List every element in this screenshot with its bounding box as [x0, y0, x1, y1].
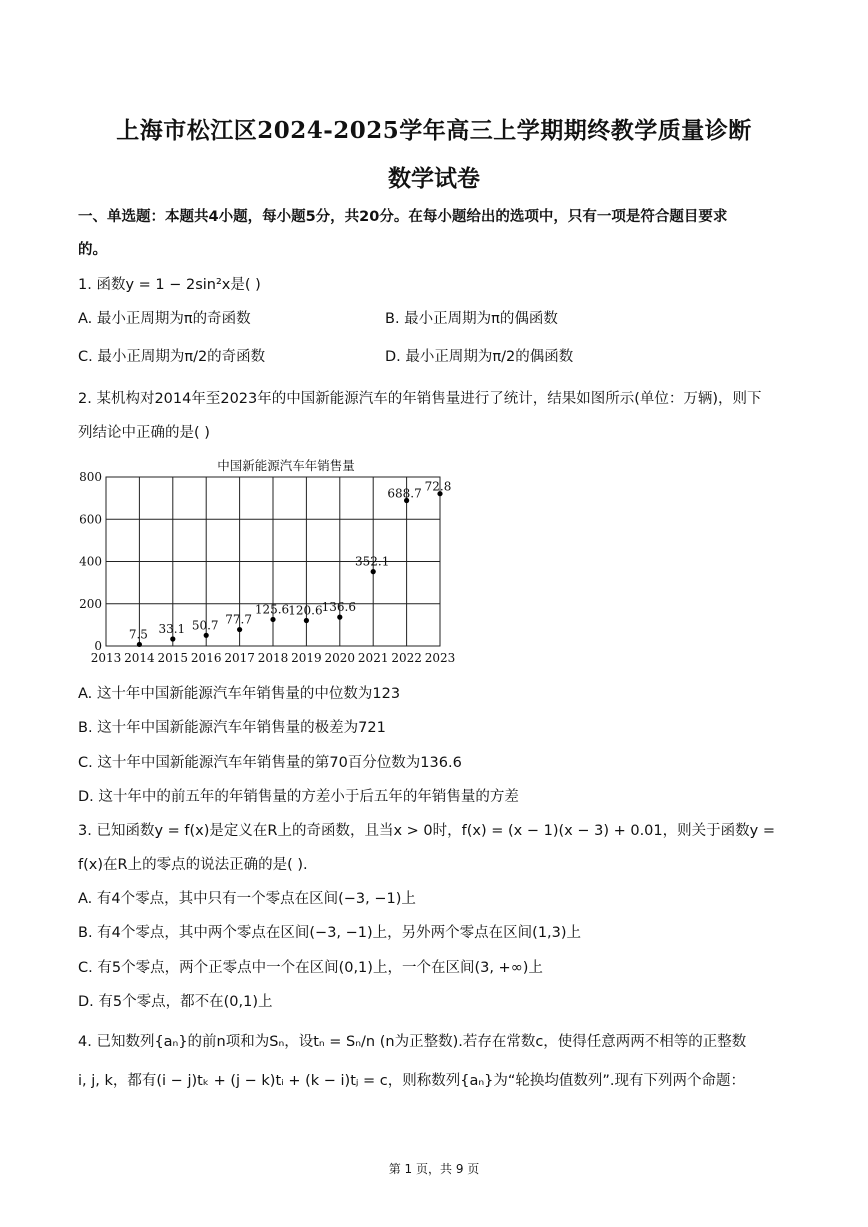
q2-option-a: A. 这十年中国新能源汽车年销售量的中位数为123: [78, 686, 401, 702]
page-subtitle: 数学试卷: [388, 165, 480, 192]
x-tick-label: 2016: [190, 651, 222, 665]
data-label: 125.6: [254, 602, 290, 617]
q4-stem-line2: i, j, k，都有(i − j)tₖ + (j − k)tᵢ + (k − i)tⱼ = c，则称数列{aₙ}为“轮换均值数列”.现有下列两个命题：: [78, 1073, 746, 1089]
data-label: 136.6: [321, 600, 356, 615]
y-tick-label: 800: [79, 470, 102, 484]
data-point: [371, 569, 376, 574]
data-label: 688.7: [387, 486, 422, 501]
q2-option-b: B. 这十年中国新能源汽车年销售量的极差为721: [78, 720, 386, 736]
q1-option-d: D. 最小正周期为π/2的偶函数: [385, 349, 574, 365]
data-label: 72.8: [424, 479, 452, 494]
q4-stem-line1: 4. 已知数列{aₙ}的前n项和为Sₙ，设tₙ = Sₙ/n (n为正整数).若存在常数c，使得任意两两不相等的正整数: [78, 1034, 747, 1050]
data-point: [237, 627, 242, 632]
x-tick-label: 2013: [90, 651, 122, 665]
x-tick-label: 2014: [124, 651, 155, 665]
q1-option-a: A. 最小正周期为π的奇函数: [78, 311, 251, 327]
data-point: [170, 636, 175, 641]
data-point: [337, 615, 342, 620]
data-label: 352.1: [355, 554, 390, 569]
q3-option-a: A. 有4个零点，其中只有一个零点在区间(−3, −1)上: [78, 891, 416, 907]
y-tick-label: 200: [79, 596, 102, 611]
q2-stem-line2: 列结论中正确的是( ): [78, 425, 210, 441]
data-label: 77.7: [225, 612, 252, 627]
x-tick-label: 2021: [357, 651, 389, 665]
q2-option-c: C. 这十年中国新能源汽车年销售量的第70百分位数为136.6: [78, 755, 462, 771]
q3-stem-line2: f(x)在R上的零点的说法正确的是( ).: [78, 857, 308, 873]
data-label: 7.5: [128, 627, 148, 642]
data-point: [270, 617, 275, 622]
q3-option-d: D. 有5个零点，都不在(0,1)上: [78, 994, 273, 1010]
y-tick-label: 400: [79, 554, 102, 569]
page-title: 上海市松江区2024-2025学年高三上学期期终教学质量诊断: [116, 117, 752, 144]
x-tick-label: 2015: [157, 651, 189, 665]
q3-stem-line1: 3. 已知函数y = f(x)是定义在R上的奇函数，且当x > 0时，f(x) = (x − 1)(x − 3) + 0.01，则关于函数y =: [78, 823, 775, 839]
data-point: [304, 618, 309, 623]
q1-stem: 1. 函数y = 1 − 2sin²x是( ): [78, 277, 261, 293]
data-point: [204, 633, 209, 638]
q3-option-b: B. 有4个零点，其中两个零点在区间(−3, −1)上，另外两个零点在区间(1,3)上: [78, 925, 582, 941]
data-label: 50.7: [191, 618, 219, 633]
section-heading: 一、单选题：本题共4小题，每小题5分，共20分。在每小题给出的选项中，只有一项是符合题目要求: [78, 209, 728, 225]
section-heading-cont: 的。: [78, 242, 107, 258]
x-tick-label: 2020: [324, 651, 356, 665]
data-point: [137, 642, 142, 647]
x-tick-label: 2018: [257, 651, 289, 665]
q2-stem-line1: 2. 某机构对2014年至2023年的中国新能源汽车的年销售量进行了统计，结果如图所示(单位：万辆)，则下: [78, 391, 762, 407]
x-tick-label: 2022: [391, 651, 422, 665]
y-tick-label: 0: [94, 639, 102, 653]
chart-title: 中国新能源汽车年销售量: [217, 458, 355, 473]
q1-option-c: C. 最小正周期为π/2的奇函数: [78, 349, 266, 365]
x-tick-label: 2023: [424, 651, 456, 665]
x-tick-label: 2019: [291, 651, 322, 665]
q2-option-d: D. 这十年中的前五年的年销售量的方差小于后五年的年销售量的方差: [78, 789, 519, 805]
q3-option-c: C. 有5个零点，两个正零点中一个在区间(0,1)上，一个在区间(3, +∞)上: [78, 960, 543, 976]
page-footer: 第 1 页，共 9 页: [388, 1162, 480, 1176]
x-tick-label: 2017: [224, 651, 255, 665]
q1-option-b: B. 最小正周期为π的偶函数: [385, 311, 558, 327]
y-tick-label: 600: [79, 512, 102, 527]
data-label: 33.1: [158, 622, 186, 637]
sales-chart: [78, 452, 468, 668]
data-label: 120.6: [288, 603, 323, 618]
